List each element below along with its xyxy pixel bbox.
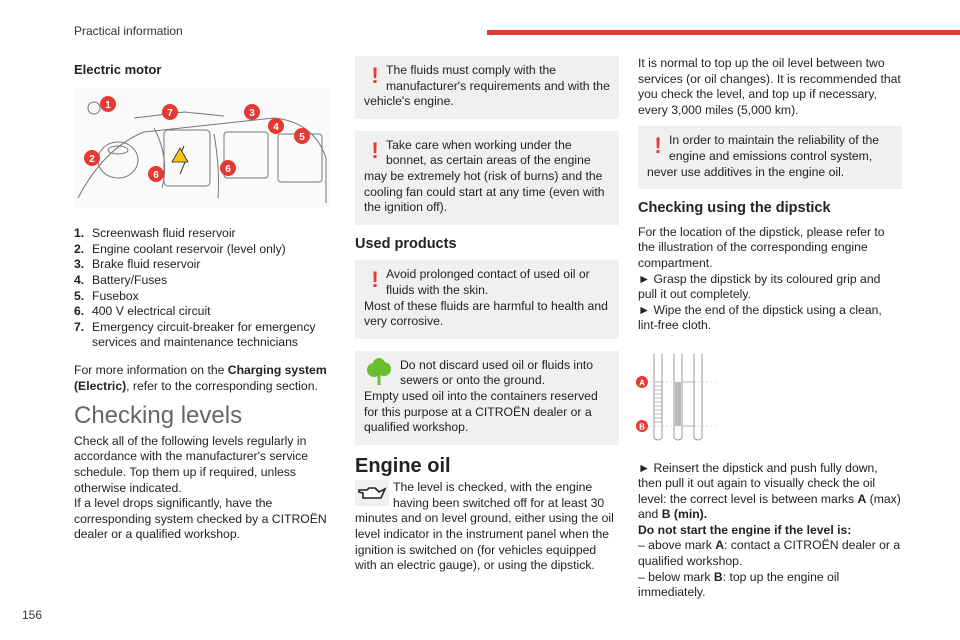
legend-item: 5. Fusebox [74, 288, 139, 303]
legend-item: 4. Battery/Fuses [74, 272, 168, 287]
tree-environment-icon [364, 358, 394, 388]
oil-can-icon [355, 480, 389, 506]
warning-icon: ! [371, 267, 379, 293]
do-not-start-warning: Do not start the engine if the level is: [638, 522, 852, 537]
legend-item: 3. Brake fluid reservoir [74, 257, 201, 272]
engine-oil-paragraph: The level is checked, with the engine having been switched off for at least 30 minutes and on level ground, either using the oil level indicator in the instrument panel when the ignition is switched on (for vehicles equipped with an electric gauge), or using the dipstick. [355, 480, 614, 573]
mark-b-label: B [639, 422, 645, 432]
legend-item: 2. Engine coolant reservoir (level only) [74, 241, 286, 256]
callout-6a: 6 [153, 169, 159, 181]
callout-3: 3 [249, 107, 255, 119]
callout-7: 7 [167, 107, 173, 119]
legend-item: 7. Emergency circuit-breaker for emergency services and maintenance technicians [74, 319, 316, 350]
component-legend [74, 226, 330, 351]
more-info-paragraph: For more information on the Charging system (Electric), refer to the corresponding section. [74, 362, 327, 393]
mark-a-label: A [639, 378, 645, 388]
used-products-heading: Used products [355, 235, 457, 252]
warning-note-fluids: ! The fluids must comply with the manufacturer's requirements and with the vehicle's engine. [355, 56, 619, 119]
dipstick-paragraph: For the location of the dipstick, please refer to the illustration of the corresponding engine compartment. ► Grasp the dipstick by its coloured grip and pull it out completely. ► Wipe the end of the dipstick using a clean, lint-free cloth. [638, 224, 885, 333]
header-accent-bar [487, 30, 960, 35]
dipstick-heading: Checking using the dipstick [638, 200, 831, 217]
engine-oil-heading: Engine oil [355, 454, 451, 477]
checking-levels-heading: Checking levels [74, 402, 243, 430]
electric-motor-heading: Electric motor [74, 62, 162, 77]
environment-note: Do not discard used oil or fluids into sewers or onto the ground. Empty used oil into the containers reserved for this purpose at a CITROËN dealer or a qualified workshop. [355, 351, 619, 445]
callout-4: 4 [273, 121, 279, 133]
column-3 [638, 56, 902, 609]
warning-note-contact: ! Avoid prolonged contact of used oil or fluids with the skin. Most of these fluids are harmful to health and very corrosive. [355, 260, 619, 338]
warning-note-additives: ! In order to maintain the reliability of the engine and emissions control system, never use additives in the engine oil. [638, 126, 902, 189]
engine-compartment-illustration [74, 88, 330, 208]
callout-5: 5 [299, 131, 305, 143]
legend-item: 1. Screenwash fluid reservoir [74, 226, 236, 241]
column-2 [355, 56, 619, 582]
warning-icon: ! [654, 133, 662, 159]
warning-note-bonnet: ! Take care when working under the bonnet, as certain areas of the engine may be extremely hot (risk of burns) and the cooling fan could start at any time (even with the ignition off). [355, 131, 619, 225]
callout-2: 2 [89, 153, 95, 165]
reinsert-paragraph: ► Reinsert the dipstick and push fully down, then pull it out again to visually check the oil level: the correct level is between marks A (max) and B (min). Do not start the engine if the level is: – above mark A: contact a CITROËN dealer or a qualified workshop. – below mark B: top up the engine oil immediately. [638, 460, 901, 600]
checking-paragraph: Check all of the following levels regularly in accordance with the manufacturer's service schedule. Top them up if required, unless otherwise indicated. If a level drops significantly, have the corresponding system checked by a CITROËN dealer or a qualified workshop. [74, 433, 327, 542]
callout-6b: 6 [225, 163, 231, 175]
running-header: Practical information [74, 24, 183, 38]
warning-icon: ! [371, 63, 379, 88]
dipstick-illustration [632, 352, 722, 444]
legend-item: 6. 400 V electrical circuit [74, 304, 211, 319]
column-1 [74, 56, 330, 551]
page-number: 156 [22, 608, 43, 622]
topup-paragraph: It is normal to top up the oil level between two services (or oil changes). It is recommended that you check the level, and top up if necessary, every 3,000 miles (5,000 km). [638, 56, 901, 117]
warning-icon: ! [371, 137, 379, 163]
callout-1: 1 [105, 99, 111, 111]
